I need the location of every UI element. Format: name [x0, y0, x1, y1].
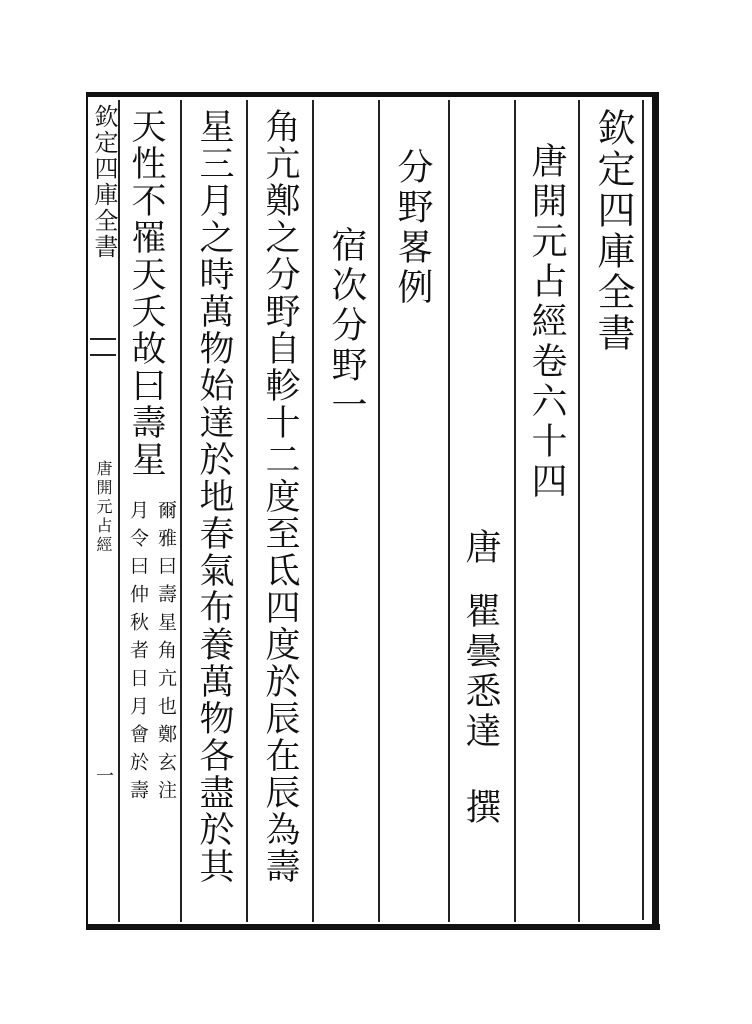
frame-left-border [86, 92, 88, 930]
column-rule [448, 100, 450, 922]
volume-title: 唐開元占經卷六十四 [526, 142, 567, 502]
body-line-2: 星三月之時萬物始達於地春氣布養萬物各盡於其 [194, 108, 234, 885]
column-rule [514, 100, 516, 922]
author-role: 撰 [460, 788, 501, 828]
commentary-left: 月令曰仲秋者日月會於壽 [127, 500, 149, 808]
frame-top-border [86, 92, 658, 97]
margin-rule [118, 100, 120, 922]
column-rule [578, 100, 580, 922]
frame-bottom-border [86, 924, 660, 930]
collection-title: 欽定四庫全書 [591, 108, 635, 354]
author-dynasty: 唐 [460, 528, 501, 568]
margin-page-number: 一 [93, 766, 114, 784]
section-title: 分野畧例 [392, 148, 433, 308]
column-rule [312, 100, 314, 922]
frame-right-border [652, 92, 659, 930]
body-line-3: 天性不罹天夭故曰壽星 [126, 108, 166, 478]
column-rule [180, 100, 182, 922]
fish-tail-mark [90, 338, 116, 356]
column-rule [246, 100, 248, 922]
margin-book-title: 欽定四庫全書 [90, 104, 118, 260]
commentary-right: 爾雅曰壽星角亢也鄭玄注 [155, 500, 177, 808]
body-line-1: 角亢鄭之分野自軫十二度至氐四度於辰在辰為壽 [260, 108, 300, 885]
frame-inner-right-rule [642, 100, 644, 920]
author-name: 瞿曇悉達 [460, 592, 501, 752]
subsection-title: 宿次分野一 [326, 226, 367, 426]
margin-book-short-title: 唐開元占經 [94, 460, 113, 555]
column-rule [378, 100, 380, 922]
